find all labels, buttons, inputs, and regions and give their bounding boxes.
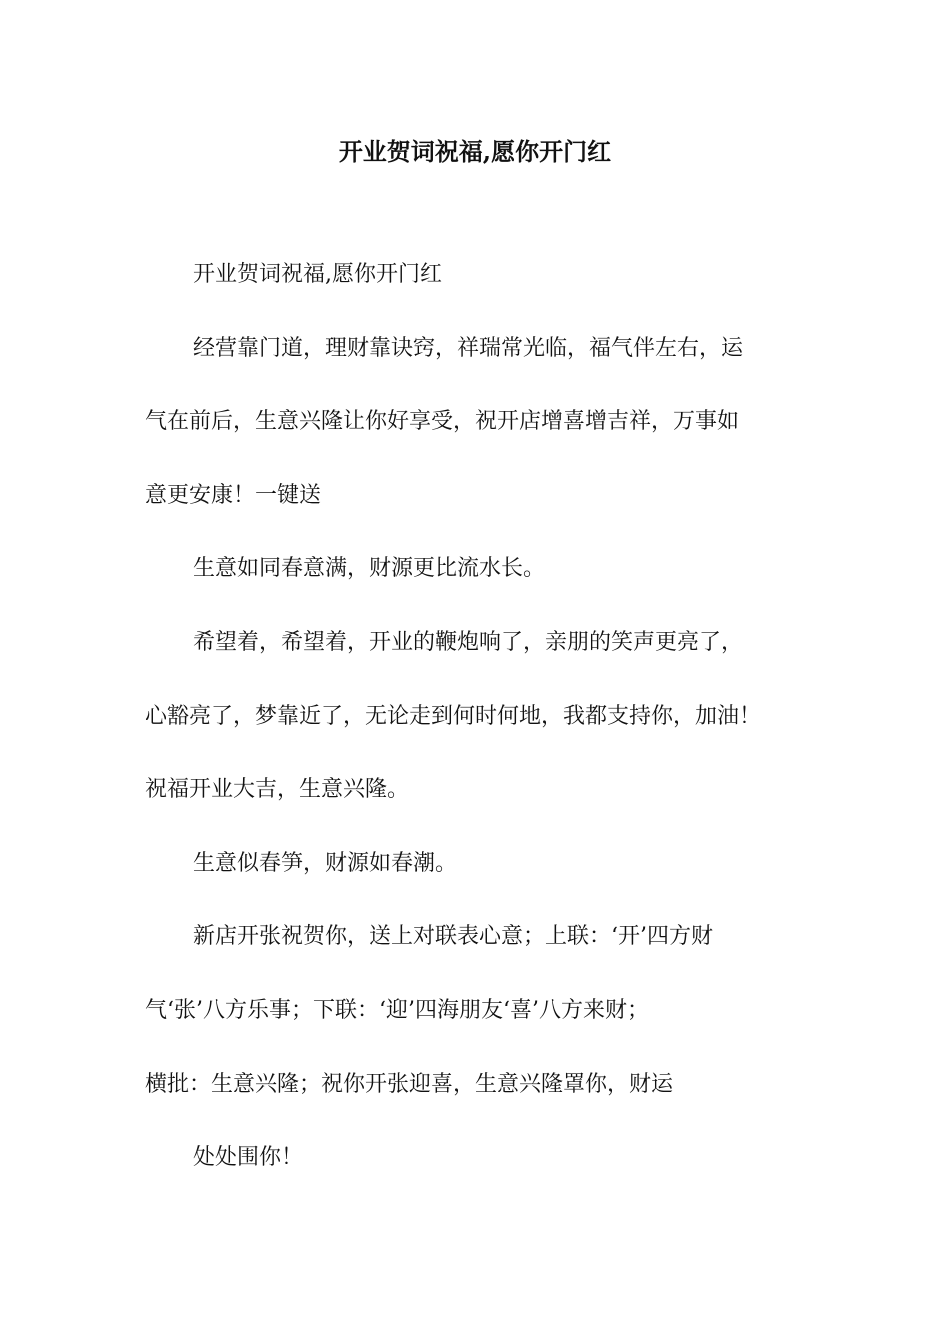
text-line-11: 气‘张’八方乐事；下联：‘迎’四海朋友‘喜’八方来财；	[145, 997, 649, 1023]
text-line-7: 心豁亮了，梦靠近了，无论走到何时何地，我都支持你，加油！	[145, 703, 762, 729]
text-line-13: 处处围你！	[193, 1145, 304, 1171]
text-line-1: 开业贺词祝福,愿你开门红	[193, 262, 442, 287]
text-line-3: 气在前后，生意兴隆让你好享受，祝开店增喜增吉祥，万事如	[145, 409, 740, 435]
text-line-5: 生意如同春意满，财源更比流水长。	[193, 556, 546, 582]
text-line-10: 新店开张祝贺你，送上对联表心意；上联：‘开’四方财	[193, 924, 713, 950]
text-line-8: 祝福开业大吉，生意兴隆。	[145, 777, 410, 803]
text-line-12: 横批：生意兴隆；祝你开张迎喜，生意兴隆罩你，财运	[145, 1071, 674, 1097]
text-line-4: 意更安康！一键送	[145, 482, 322, 508]
document-body	[145, 257, 835, 1214]
text-line-9: 生意似春笋，财源如春潮。	[193, 850, 458, 876]
document-title: 开业贺词祝福,愿你开门红	[338, 137, 612, 166]
text-line-6: 希望着，希望着，开业的鞭炮响了，亲朋的笑声更亮了，	[193, 629, 744, 655]
text-line-2: 经营靠门道，理财靠诀窍，祥瑞常光临，福气伴左右，运	[193, 335, 744, 361]
